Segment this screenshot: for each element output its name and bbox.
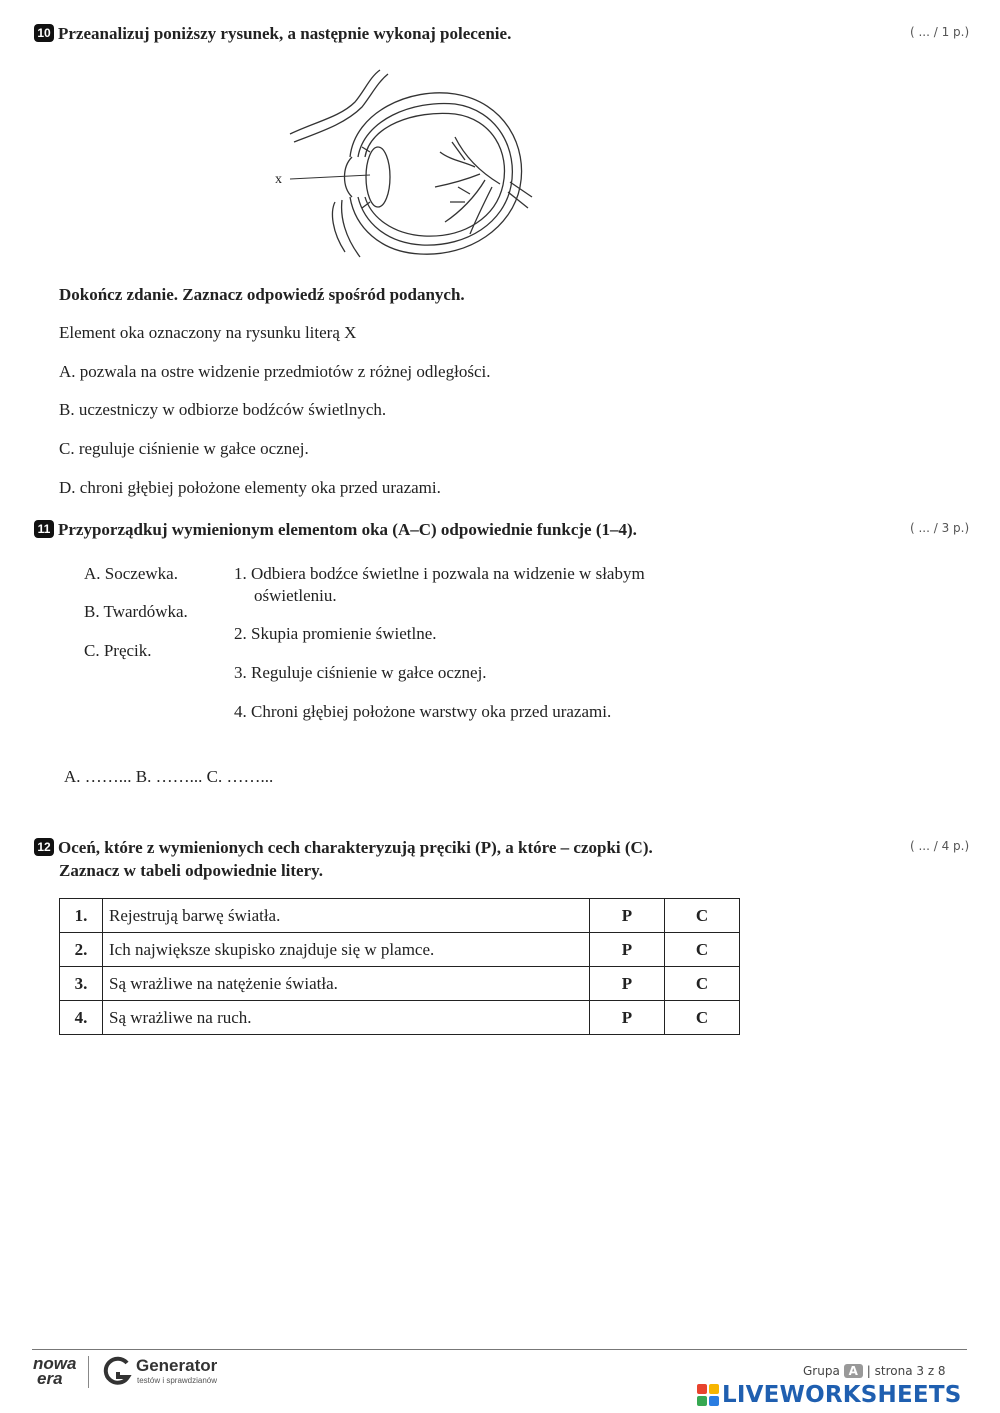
- generator-logo-icon: [101, 1355, 133, 1387]
- q11-answer-line[interactable]: A. ……... B. ……... C. ……...: [64, 767, 274, 786]
- row-statement: Są wrażliwe na natężenie światła.: [103, 967, 590, 1001]
- q10-option-b[interactable]: B. uczestniczy w odbiorze bodźców świetlnych.: [59, 400, 387, 419]
- q10-heading: [34, 24, 511, 44]
- q11-function-1-continued: oświetleniu.: [254, 586, 337, 605]
- row-number: 3.: [60, 967, 103, 1001]
- q10-option-d[interactable]: D. chroni głębiej położone elementy oka przed urazami.: [59, 478, 441, 497]
- q12-title-line2: Zaznacz w tabeli odpowiednie litery.: [59, 861, 323, 880]
- q10-stem: Element oka oznaczony na rysunku literą X: [59, 323, 357, 342]
- q12-number-badge: 12: [34, 838, 54, 856]
- row-number: 2.: [60, 933, 103, 967]
- liveworksheets-text: LIVEWORKSHEETS: [722, 1382, 962, 1408]
- q11-element-a: A. Soczewka.: [84, 564, 178, 583]
- nowa-era-logo-line2: era: [37, 1369, 63, 1388]
- q11-function-2-number: 2.: [234, 624, 247, 643]
- q11-element-b: B. Twardówka.: [84, 602, 188, 621]
- q11-function-2-text: Skupia promienie świetlne.: [251, 624, 437, 643]
- q10-option-c[interactable]: C. reguluje ciśnienie w gałce ocznej.: [59, 439, 309, 458]
- nowa-era-logo-line1: nowa: [33, 1354, 77, 1373]
- q11-function-3: [234, 663, 487, 683]
- generator-title: Generator: [136, 1356, 218, 1375]
- q12-points: ( ... / 4 p.): [910, 839, 970, 853]
- option-p[interactable]: P: [590, 967, 665, 1001]
- option-c[interactable]: C: [665, 899, 740, 933]
- option-p[interactable]: P: [590, 899, 665, 933]
- q11-function-1: [234, 564, 645, 584]
- q11-function-4-number: 4.: [234, 702, 247, 721]
- footer-divider: [32, 1349, 967, 1350]
- q10-title: Przeanalizuj poniższy rysunek, a następnie wykonaj polecenie.: [58, 24, 512, 43]
- q12-heading: [34, 838, 653, 858]
- option-c[interactable]: C: [665, 933, 740, 967]
- q11-number-badge: 11: [34, 520, 54, 538]
- q11-function-4-text: Chroni głębiej położone warstwy oka przed urazami.: [251, 702, 612, 721]
- row-number: 4.: [60, 1001, 103, 1035]
- q10-points: ( ... / 1 p.): [910, 25, 970, 39]
- table-row: [60, 1001, 740, 1035]
- eye-label-x: x: [275, 172, 282, 187]
- row-statement: Ich największe skupisko znajduje się w plamce.: [103, 933, 590, 967]
- q10-number-badge: 10: [34, 24, 54, 42]
- table-row: [60, 967, 740, 1001]
- option-p[interactable]: P: [590, 933, 665, 967]
- table-row: [60, 899, 740, 933]
- q11-function-3-number: 3.: [234, 663, 247, 682]
- q10-option-a[interactable]: A. pozwala na ostre widzenie przedmiotów z różnej odległości.: [59, 362, 491, 381]
- table-row: [60, 933, 740, 967]
- q11-points: ( ... / 3 p.): [910, 521, 970, 535]
- q11-function-3-text: Reguluje ciśnienie w gałce ocznej.: [251, 663, 487, 682]
- q10-instruction: Dokończ zdanie. Zaznacz odpowiedź spośród podanych.: [59, 285, 465, 304]
- eye-diagram: [270, 62, 540, 262]
- page-footer-info: [803, 1364, 946, 1378]
- page-number: | strona 3 z 8: [866, 1364, 946, 1378]
- q11-title: Przyporządkuj wymienionym elementom oka (A–C) odpowiednie funkcje (1–4).: [58, 520, 637, 539]
- generator-subtitle: testów i sprawdzianów: [137, 1376, 218, 1385]
- option-p[interactable]: P: [590, 1001, 665, 1035]
- group-badge: A: [844, 1364, 863, 1378]
- row-statement: Są wrażliwe na ruch.: [103, 1001, 590, 1035]
- option-c[interactable]: C: [665, 967, 740, 1001]
- q11-heading: [34, 520, 637, 540]
- q11-function-2: [234, 624, 437, 644]
- liveworksheets-logo-icon: [697, 1384, 719, 1406]
- group-label: Grupa: [803, 1364, 840, 1378]
- row-number: 1.: [60, 899, 103, 933]
- q12-title-line1: Oceń, które z wymienionych cech charakteryzują pręciki (P), a które – czopki (C).: [58, 838, 653, 857]
- footer-logo-separator: [88, 1356, 89, 1388]
- nowa-era-logo: [33, 1356, 81, 1386]
- option-c[interactable]: C: [665, 1001, 740, 1035]
- q11-function-4: [234, 702, 611, 722]
- q11-function-1-text: Odbiera bodźce świetlne i pozwala na widzenie w słabym: [251, 564, 645, 583]
- q11-element-c: C. Pręcik.: [84, 641, 152, 660]
- q12-table: [59, 898, 740, 1035]
- liveworksheets-watermark: [697, 1382, 961, 1408]
- row-statement: Rejestrują barwę światła.: [103, 899, 590, 933]
- q11-function-1-number: 1.: [234, 564, 247, 583]
